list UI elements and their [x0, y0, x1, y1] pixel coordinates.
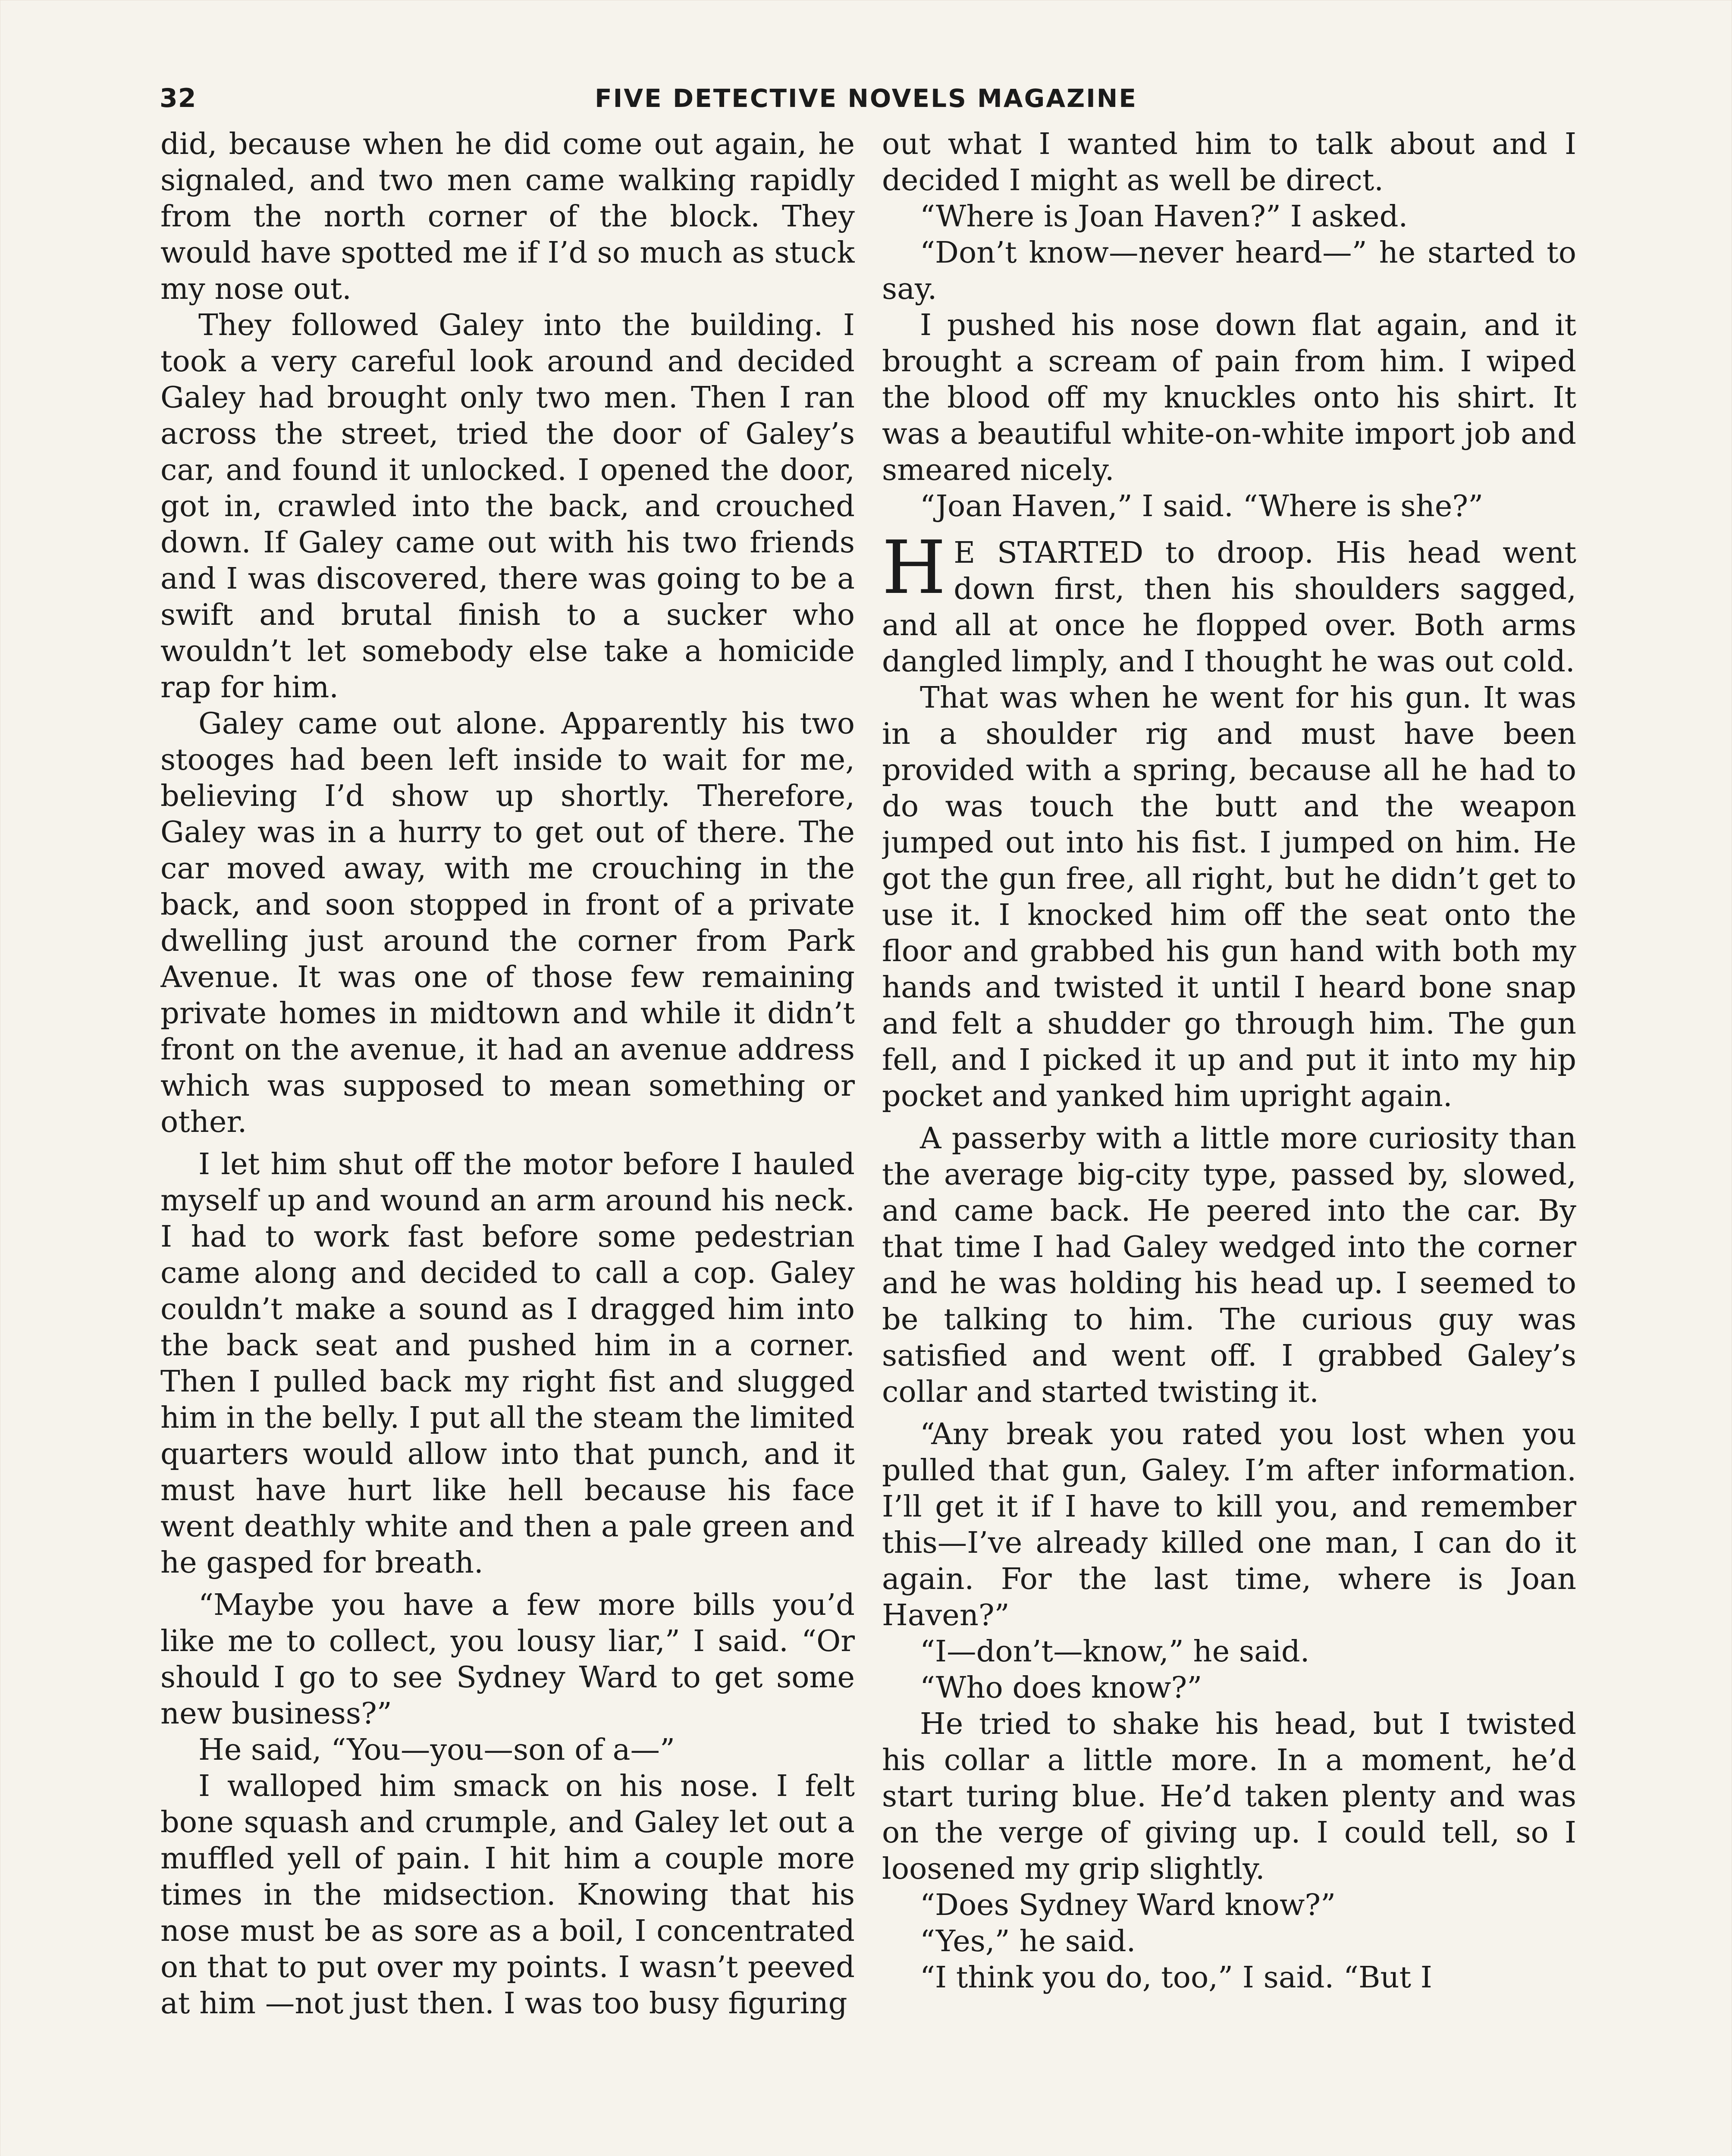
- story-paragraph: “I think you do, too,” I said. “But I: [920, 1960, 1432, 1995]
- story-paragraph: “Maybe you have a few more bills you’d like me to collect, you lousy liar,” I said. “Or should I go to see Sydney Ward to get some new business?”: [160, 1588, 855, 1731]
- section-opening-paragraph: [882, 525, 1576, 680]
- story-paragraph: “Where is Joan Haven?” I asked.: [920, 199, 1408, 234]
- story-paragraph: A passerby with a little more curiosity than the average big-city type, passed by, slowed, and came back. He peered into the car. By that time I had Galey wedged into the corner and he was holding his head up. I seemed to be talking to him. The curious guy was satisfied and went off. I grabbed Galey’s collar and started twisting it.: [882, 1121, 1576, 1409]
- story-paragraph: “Yes,” he said.: [920, 1924, 1136, 1959]
- section-opening-text: E STARTED to droop. His head went down first, then his shoulders sagged, and all at once he flopped over. Both arms dangled limply, and I thought he was out cold.: [882, 536, 1576, 679]
- story-paragraph: That was when he went for his gun. It was in a shoulder rig and must have been provided with a spring, because all he had to do was touch the butt and the weapon jumped out into his fist. I jumped on him. He got the gun free, all right, but he didn’t get to use it. I knocked him off the seat onto the floor and grabbed his gun hand with both my hands and twisted it until I heard bone snap and felt a shudder go through him. The gun fell, and I picked it up and put it into my hip pocket and yanked him upright again.: [882, 680, 1576, 1113]
- story-paragraph: “I—don’t—know,” he said.: [920, 1634, 1310, 1669]
- page-number: 32: [160, 83, 197, 113]
- story-paragraph: I pushed his nose down flat again, and it brought a scream of pain from him. I wiped the blood off my knuckles onto his shirt. It was a beautiful white-on-white import job and smeared nicely.: [882, 308, 1576, 487]
- left-text-column: [160, 126, 855, 2156]
- story-paragraph: I let him shut off the motor before I hauled myself up and wound an arm around his neck. I had to work fast before some pedestrian came along and decided to call a cop. Galey couldn’t make a sound as I dragged him into the back seat and pushed him in a corner. Then I pulled back my right fist and slugged him in the belly. I put all the steam the limited quarters would allow into that punch, and it must have hurt like hell because his face went deathly white and then a pale green and he gasped for breath.: [160, 1147, 855, 1580]
- story-paragraph: “Who does know?”: [920, 1670, 1202, 1705]
- story-paragraph: out what I wanted him to talk about and I decided I might as well be direct.: [882, 127, 1576, 197]
- story-paragraph: “Any break you rated you lost when you pulled that gun, Galey. I’m after information. I’ll get it if I have to kill you, and remember this—I’ve already killed one man, I can do it again. For the last time, where is Joan Haven?”: [882, 1417, 1576, 1633]
- page-header: [160, 81, 1572, 116]
- story-paragraph: “Joan Haven,” I said. “Where is she?”: [920, 489, 1484, 523]
- story-paragraph: He tried to shake his head, but I twisted his collar a little more. In a moment, he’d start turing blue. He’d taken plenty and was on the verge of giving up. I could tell, so I loosened my grip slightly.: [882, 1707, 1576, 1886]
- story-paragraph: did, because when he did come out again, he signaled, and two men came walking rapidly from the north corner of the block. They would have spotted me if I’d so much as stuck my nose out.: [160, 127, 855, 306]
- story-paragraph: I walloped him smack on his nose. I felt bone squash and crumple, and Galey let out a muffled yell of pain. I hit him a couple more times in the midsection. Knowing that his nose must be as sore as a boil, I concentrated on that to put over my points. I wasn’t peeved at him —not just then. I was too busy figuring: [160, 1769, 855, 2021]
- story-paragraph: Galey came out alone. Apparently his two stooges had been left inside to wait for me, believing I’d show up shortly. Therefore, Galey was in a hurry to get out of there. The car moved away, with me crouching in the back, and soon stopped in front of a private dwelling just around the corner from Park Avenue. It was one of those few remaining private homes in midtown and while it didn’t front on the avenue, it had an avenue address which was supposed to mean something or other.: [160, 706, 855, 1139]
- story-paragraph: He said, “You—you—son of a—”: [198, 1733, 675, 1767]
- drop-cap: H: [882, 525, 946, 611]
- story-paragraph: They followed Galey into the building. I took a very careful look around and decided Galey had brought only two men. Then I ran across the street, tried the door of Galey’s car, and found it unlocked. I opened the door, got in, crawled into the back, and crouched down. If Galey came out with his two friends and I was discovered, there was going to be a swift and brutal finish to a sucker who wouldn’t let somebody else take a homicide rap for him.: [160, 308, 855, 705]
- story-paragraph: “Does Sydney Ward know?”: [920, 1888, 1336, 1922]
- right-text-column: [882, 126, 1576, 2156]
- magazine-title: FIVE DETECTIVE NOVELS MAGAZINE: [595, 84, 1137, 113]
- story-paragraph: “Don’t know—never heard—” he started to say.: [882, 235, 1576, 306]
